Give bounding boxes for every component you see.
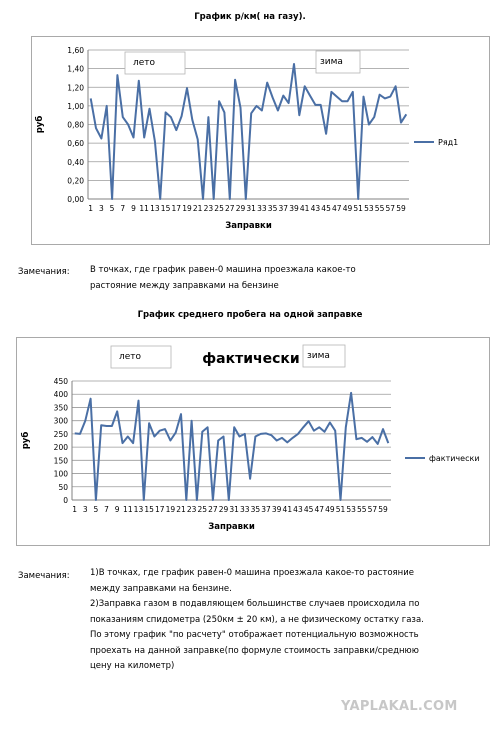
note-line: 1)В точках, где график равен-0 машина проезжала какое-то растояние [90, 568, 414, 578]
x-tick-label: 41 [282, 505, 293, 514]
x-axis-title: Заправки [225, 221, 272, 231]
chart2-svg [17, 338, 489, 545]
x-tick-label: 53 [364, 204, 374, 213]
x-tick-label: 49 [342, 204, 353, 213]
x-tick-label: 15 [160, 204, 171, 213]
y-axis-title: руб [21, 431, 31, 450]
note-line: В точках, где график равен-0 машина проезжала какое-то [90, 265, 356, 275]
note-line: По этому график "по расчету" отображает потенциальную возможность [90, 630, 419, 640]
x-tick-label: 35 [267, 204, 278, 213]
chart2-title: График среднего пробега на одной заправке [137, 310, 363, 320]
x-tick-label: 37 [261, 505, 271, 514]
x-tick-label: 3 [98, 204, 104, 213]
x-tick-label: 35 [250, 505, 261, 514]
x-tick-label: 51 [335, 505, 346, 514]
x-tick-label: 29 [235, 204, 246, 213]
y-tick-label: 1,60 [67, 46, 84, 55]
x-tick-label: 51 [353, 204, 363, 213]
x-tick-label: 19 [165, 505, 176, 514]
y-tick-label: 100 [53, 469, 68, 479]
y-tick-label: 1,00 [67, 101, 84, 111]
x-tick-label: 49 [325, 505, 335, 514]
x-tick-label: 3 [82, 505, 88, 514]
chart2-notes [90, 566, 424, 675]
x-axis-title: Заправки [208, 522, 255, 532]
x-tick-label: 21 [176, 505, 186, 514]
series-line [91, 64, 407, 199]
chart1-svg [32, 37, 489, 244]
x-tick-label: 15 [144, 505, 154, 514]
series-line [75, 393, 389, 500]
x-tick-label: 39 [289, 204, 299, 213]
x-tick-label: 7 [104, 505, 109, 514]
y-tick-label: 0,40 [67, 157, 84, 167]
note-line: растояние между заправками на бензине [90, 280, 279, 291]
chart2-frame [16, 337, 490, 546]
x-tick-label: 7 [120, 204, 126, 213]
y-tick-label: 0,00 [67, 195, 84, 204]
chart1-frame [31, 36, 490, 245]
y-tick-label: 300 [53, 416, 68, 426]
x-tick-label: 37 [278, 204, 289, 213]
chart-inner-title: фактически [202, 351, 300, 367]
x-tick-label: 1 [88, 204, 94, 213]
x-tick-label: 25 [197, 505, 208, 514]
x-tick-label: 13 [150, 204, 160, 213]
x-tick-label: 5 [93, 505, 99, 514]
legend-label: Ряд1 [438, 138, 459, 147]
season-left-label: лето [119, 352, 142, 362]
note-line: между заправками на бензине. [90, 583, 232, 594]
x-tick-label: 55 [356, 505, 367, 514]
x-tick-label: 41 [299, 204, 310, 213]
x-tick-label: 33 [257, 204, 267, 213]
x-tick-label: 11 [139, 204, 149, 213]
y-tick-label: 200 [53, 443, 68, 453]
x-tick-label: 59 [396, 204, 406, 213]
y-tick-label: 0,60 [67, 139, 84, 149]
chart2-notes-label: Замечания: [18, 571, 70, 581]
x-tick-label: 45 [303, 505, 314, 514]
y-tick-label: 400 [53, 390, 68, 400]
season-right-label: зима [320, 57, 343, 67]
watermark-logo: YAPLAKAL.COM [341, 699, 458, 714]
x-tick-label: 21 [192, 204, 203, 213]
x-tick-label: 47 [332, 204, 342, 213]
x-tick-label: 47 [314, 505, 324, 514]
x-tick-label: 57 [385, 204, 396, 213]
y-tick-label: 450 [53, 377, 68, 386]
x-tick-label: 57 [367, 505, 378, 514]
x-tick-label: 39 [271, 505, 282, 514]
x-tick-label: 17 [171, 204, 182, 213]
y-tick-label: 1,40 [67, 64, 84, 74]
x-tick-label: 43 [310, 204, 321, 213]
x-tick-label: 59 [378, 505, 388, 514]
note-line: показаниям спидометра (250км ± 20 км), а не физическому остатку газа. [90, 614, 424, 625]
x-tick-label: 53 [346, 505, 356, 514]
x-tick-label: 25 [214, 204, 224, 213]
y-tick-label: 250 [53, 429, 68, 439]
x-tick-label: 23 [203, 204, 214, 213]
x-tick-label: 23 [186, 505, 197, 514]
chart1-notes-label: Замечания: [18, 267, 70, 277]
note-line: проехать на данной заправке(по формуле стоимость заправки/среднюю [90, 645, 419, 656]
x-tick-label: 17 [154, 505, 165, 514]
y-tick-label: 0 [63, 496, 68, 505]
x-tick-label: 55 [374, 204, 385, 213]
chart1-title: График р/км( на газу). [194, 12, 306, 22]
note-line: 2)Заправка газом в подавляющем большинстве случаев происходила по [90, 599, 420, 609]
x-tick-label: 1 [72, 505, 78, 514]
x-tick-label: 5 [109, 204, 115, 213]
y-axis-title: руб [35, 115, 45, 134]
x-tick-label: 19 [182, 204, 192, 213]
x-tick-label: 45 [321, 204, 331, 213]
x-tick-label: 31 [229, 505, 239, 514]
x-tick-label: 33 [240, 505, 250, 514]
x-tick-label: 9 [114, 505, 120, 514]
x-tick-label: 29 [218, 505, 229, 514]
x-tick-label: 27 [225, 204, 235, 213]
x-tick-label: 9 [131, 204, 136, 213]
note-line: цену на километр) [90, 661, 175, 671]
y-tick-label: 350 [53, 403, 68, 413]
y-tick-label: 0,20 [67, 176, 84, 186]
chart1-notes [90, 263, 356, 294]
y-tick-label: 50 [58, 482, 68, 492]
x-tick-label: 27 [208, 505, 218, 514]
y-tick-label: 1,20 [67, 83, 84, 93]
x-tick-label: 43 [293, 505, 303, 514]
x-tick-label: 31 [246, 204, 256, 213]
season-left-label: лето [133, 58, 156, 68]
y-tick-label: 150 [53, 456, 68, 466]
season-right-label: зима [307, 351, 330, 361]
x-tick-label: 11 [123, 505, 133, 514]
y-tick-label: 0,80 [67, 120, 84, 130]
x-tick-label: 13 [133, 505, 144, 514]
legend-label: фактически [429, 454, 480, 463]
